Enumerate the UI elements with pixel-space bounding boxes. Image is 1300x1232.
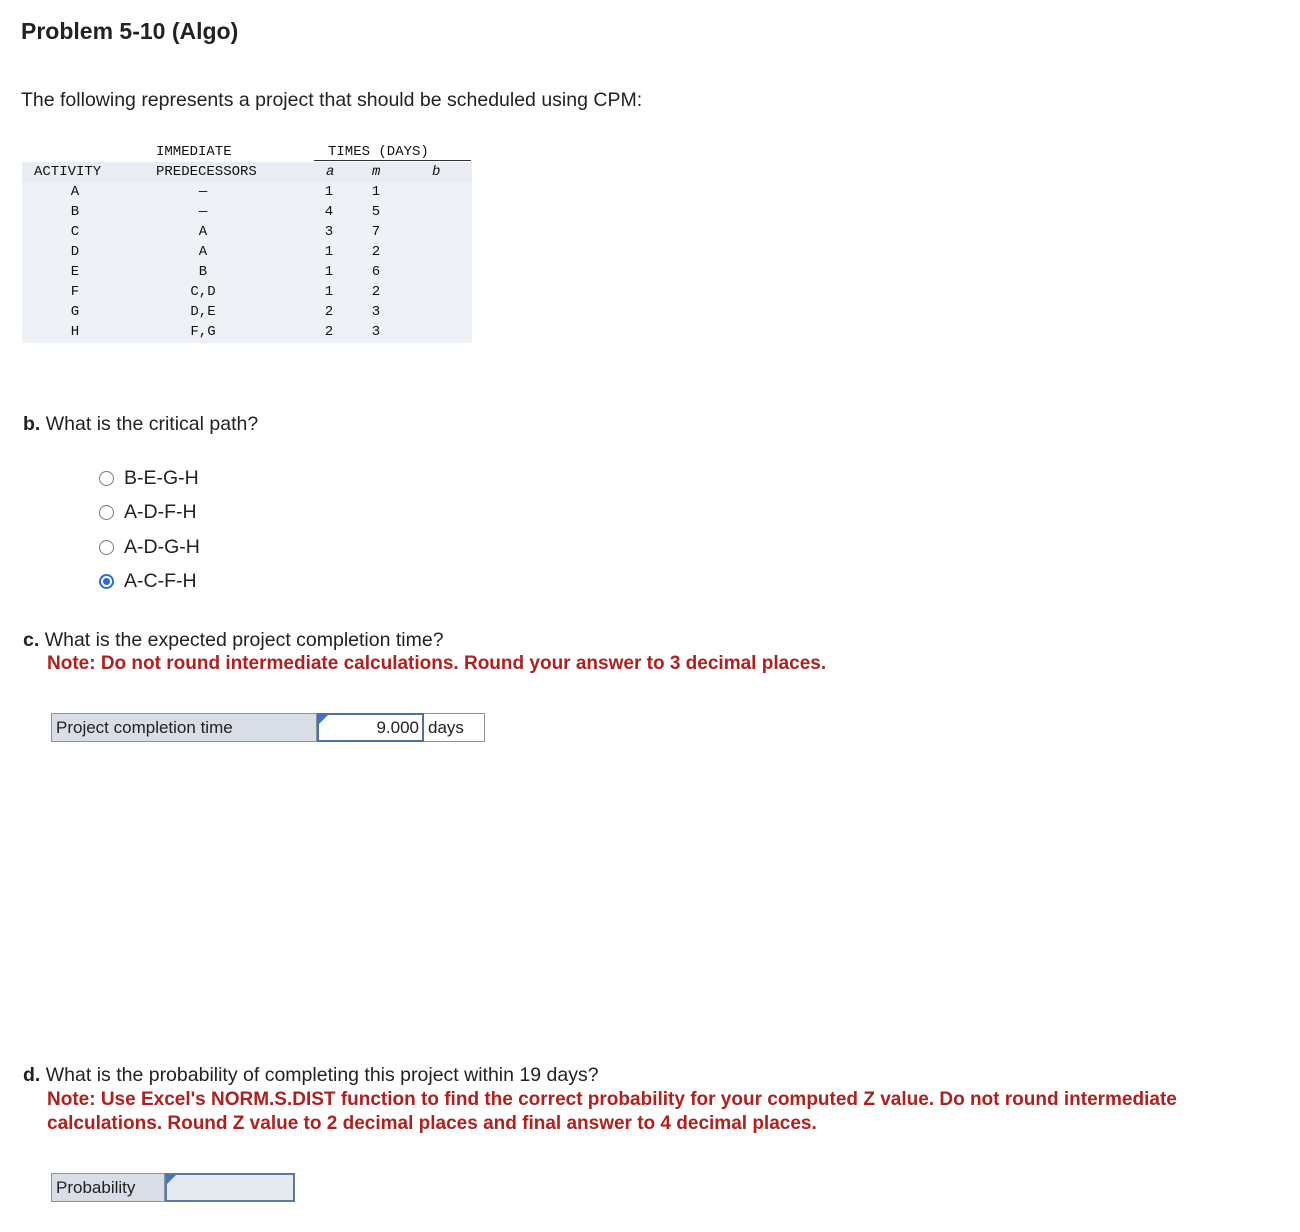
table-cell-pred: C,D bbox=[190, 284, 216, 300]
completion-time-label: Project completion time bbox=[51, 713, 317, 742]
table-cell-pred: F,G bbox=[190, 324, 216, 340]
flag-icon bbox=[167, 1175, 176, 1184]
question-c-letter: c. bbox=[23, 629, 40, 651]
table-cell-m: 3 bbox=[371, 304, 381, 320]
radio-button[interactable] bbox=[99, 540, 114, 555]
option-label: B-E-G-H bbox=[124, 466, 199, 489]
question-c-text: What is the expected project completion time? bbox=[44, 629, 444, 651]
option-b-e-g-h[interactable] bbox=[99, 461, 200, 496]
table-cell-activity: E bbox=[70, 264, 80, 280]
intro-text: The following represents a project that should be scheduled using CPM: bbox=[21, 89, 643, 111]
table-cell-m: 1 bbox=[371, 184, 381, 200]
header-b: b bbox=[432, 164, 441, 180]
table-cell-a: 2 bbox=[324, 304, 334, 320]
critical-path-options bbox=[99, 461, 200, 599]
flag-icon bbox=[319, 715, 328, 724]
option-a-c-f-h[interactable] bbox=[99, 565, 200, 600]
table-cell-activity: A bbox=[70, 184, 80, 200]
header-activity: ACTIVITY bbox=[34, 164, 102, 180]
table-cell-pred: B bbox=[198, 264, 208, 280]
probability-row bbox=[51, 1173, 295, 1202]
table-cell-m: 6 bbox=[371, 264, 381, 280]
header-a: a bbox=[326, 164, 335, 180]
table-cell-a: 4 bbox=[324, 204, 334, 220]
table-cell-pred: A bbox=[198, 244, 208, 260]
table-cell-m: 7 bbox=[371, 224, 381, 240]
question-d bbox=[23, 1064, 1177, 1134]
table-cell-activity: F bbox=[70, 284, 80, 300]
radio-button-selected[interactable] bbox=[99, 574, 114, 589]
completion-time-value: 9.000 bbox=[376, 717, 419, 737]
probability-input[interactable] bbox=[165, 1173, 295, 1202]
question-b bbox=[23, 413, 258, 436]
question-d-note: Note: Use Excel's NORM.S.DIST function to find the correct probability for your computed Z value. Do not round intermediate calculations. Round Z value to 2 decimal places and final answer to 4 decimal places. bbox=[47, 1089, 1177, 1134]
table-cell-activity: D bbox=[70, 244, 80, 260]
header-times: TIMES (DAYS) bbox=[328, 144, 429, 160]
option-label: A-D-G-H bbox=[124, 535, 200, 558]
question-d-letter: d. bbox=[23, 1064, 41, 1086]
table-cell-a: 1 bbox=[324, 244, 334, 260]
question-c-note: Note: Do not round intermediate calculations. Round your answer to 3 decimal places. bbox=[47, 653, 827, 674]
table-cell-activity: G bbox=[70, 304, 80, 320]
question-c bbox=[23, 629, 827, 674]
table-cell-a: 1 bbox=[324, 264, 334, 280]
table-cell-a: 1 bbox=[324, 184, 334, 200]
option-a-d-g-h[interactable] bbox=[99, 530, 200, 565]
header-m: m bbox=[372, 164, 381, 180]
completion-time-input[interactable] bbox=[317, 713, 424, 742]
question-b-text: What is the critical path? bbox=[45, 413, 259, 435]
table-cell-a: 1 bbox=[324, 284, 334, 300]
table-cell-a: 3 bbox=[324, 224, 334, 240]
table-cell-m: 2 bbox=[371, 284, 381, 300]
table-cell-pred: — bbox=[198, 204, 208, 220]
header-predecessors: PREDECESSORS bbox=[156, 164, 257, 180]
option-label: A-D-F-H bbox=[124, 501, 197, 524]
table-cell-pred: D,E bbox=[190, 304, 216, 320]
table-cell-m: 3 bbox=[371, 324, 381, 340]
header-immediate: IMMEDIATE bbox=[156, 144, 232, 160]
completion-time-unit: days bbox=[424, 713, 485, 742]
completion-time-row bbox=[51, 713, 485, 742]
page-title: Problem 5-10 (Algo) bbox=[21, 18, 239, 44]
radio-button[interactable] bbox=[99, 471, 114, 486]
probability-label: Probability bbox=[51, 1173, 165, 1202]
table-cell-a: 2 bbox=[324, 324, 334, 340]
radio-button[interactable] bbox=[99, 505, 114, 520]
table-cell-activity: C bbox=[70, 224, 80, 240]
table-cell-m: 2 bbox=[371, 244, 381, 260]
table-cell-m: 5 bbox=[371, 204, 381, 220]
table-cell-activity: H bbox=[70, 324, 80, 340]
option-label: A-C-F-H bbox=[124, 570, 197, 593]
question-b-letter: b. bbox=[23, 413, 41, 435]
table-cell-activity: B bbox=[70, 204, 80, 220]
question-d-text: What is the probability of completing this project within 19 days? bbox=[45, 1064, 599, 1086]
table-cell-pred: A bbox=[198, 224, 208, 240]
table-cell-pred: — bbox=[198, 184, 208, 200]
option-a-d-f-h[interactable] bbox=[99, 496, 200, 531]
